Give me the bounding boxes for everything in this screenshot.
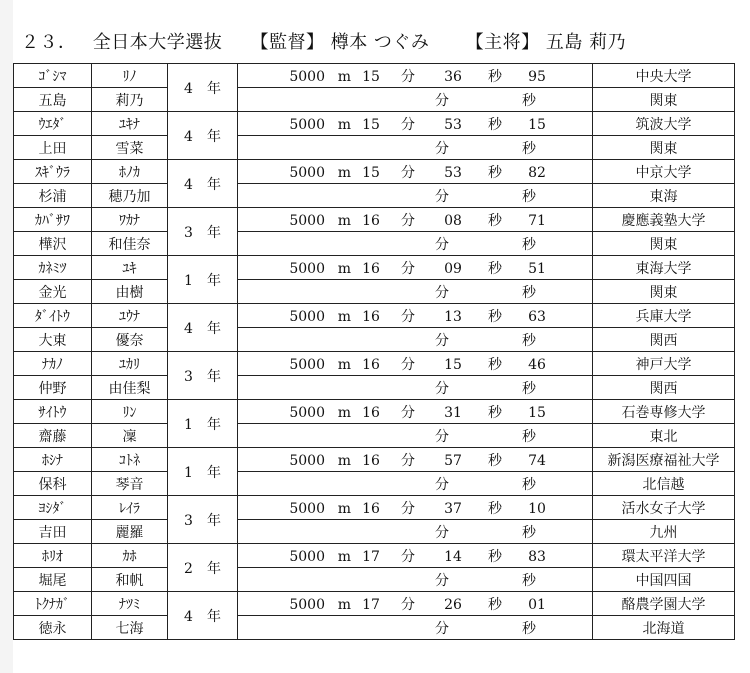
grade-unit: 年 <box>206 608 221 625</box>
kana-given-name: ﾕｳﾅ <box>92 304 168 328</box>
kana-family-name: ｳｴﾀﾞ <box>14 112 92 136</box>
meter-unit: m <box>337 260 351 277</box>
grade-unit: 年 <box>206 176 221 193</box>
team-heading <box>21 28 626 54</box>
minute-unit: 分 <box>435 332 449 349</box>
grade-value: 4 <box>184 176 193 193</box>
blank-time <box>238 280 593 304</box>
minute-unit: 分 <box>401 308 415 325</box>
grade-value: 3 <box>184 512 193 529</box>
meter-unit: m <box>337 596 351 613</box>
blank-time <box>238 424 593 448</box>
university-name: 兵庫大学 <box>593 304 735 328</box>
meter-unit: m <box>337 500 351 517</box>
athlete-row-bottom <box>14 280 735 304</box>
region-name: 北信越 <box>593 472 735 496</box>
minute-unit: 分 <box>401 452 415 469</box>
time-seconds: 37 <box>444 500 462 517</box>
given-name: 琴音 <box>92 472 168 496</box>
kana-family-name: ﾀﾞｲﾄｳ <box>14 304 92 328</box>
second-unit: 秒 <box>522 140 536 157</box>
second-unit: 秒 <box>522 236 536 253</box>
best-time <box>238 448 593 472</box>
blank-time <box>238 184 593 208</box>
time-seconds: 53 <box>444 164 462 181</box>
minute-unit: 分 <box>435 572 449 589</box>
time-minutes: 16 <box>362 356 380 373</box>
kana-family-name: ﾎﾘｵ <box>14 544 92 568</box>
kana-given-name: ﾜｶﾅ <box>92 208 168 232</box>
minute-unit: 分 <box>435 140 449 157</box>
roster-table <box>13 63 735 640</box>
family-name: 徳永 <box>14 616 92 640</box>
grade-unit: 年 <box>206 272 221 289</box>
given-name: 七海 <box>92 616 168 640</box>
athlete-row-bottom <box>14 616 735 640</box>
grade-cell <box>168 352 238 400</box>
event-distance: 5000 <box>289 164 325 181</box>
minute-unit: 分 <box>435 92 449 109</box>
grade-cell <box>168 592 238 640</box>
region-name: 関東 <box>593 280 735 304</box>
second-unit: 秒 <box>488 356 502 373</box>
time-seconds: 31 <box>444 404 462 421</box>
second-unit: 秒 <box>522 380 536 397</box>
athlete-row-bottom <box>14 472 735 496</box>
athlete-row-top <box>14 112 735 136</box>
grade-cell <box>168 544 238 592</box>
meter-unit: m <box>337 548 351 565</box>
time-hundredths: 71 <box>528 212 546 229</box>
grade-value: 2 <box>184 560 193 577</box>
time-minutes: 16 <box>362 404 380 421</box>
meter-unit: m <box>337 116 351 133</box>
grade-cell <box>168 208 238 256</box>
grade-cell <box>168 400 238 448</box>
blank-time <box>238 328 593 352</box>
minute-unit: 分 <box>435 620 449 637</box>
athlete-row-bottom <box>14 184 735 208</box>
meter-unit: m <box>337 356 351 373</box>
blank-time <box>238 136 593 160</box>
second-unit: 秒 <box>488 260 502 277</box>
grade-value: 3 <box>184 368 193 385</box>
university-name: 慶應義塾大学 <box>593 208 735 232</box>
university-name: 中央大学 <box>593 64 735 88</box>
athlete-row-bottom <box>14 568 735 592</box>
family-name: 保科 <box>14 472 92 496</box>
second-unit: 秒 <box>522 428 536 445</box>
time-seconds: 15 <box>444 356 462 373</box>
athlete-row-top <box>14 256 735 280</box>
university-name: 石巻専修大学 <box>593 400 735 424</box>
university-name: 活水女子大学 <box>593 496 735 520</box>
grade-unit: 年 <box>206 224 221 241</box>
blank-time <box>238 472 593 496</box>
second-unit: 秒 <box>488 68 502 85</box>
kana-family-name: ﾅｶﾉ <box>14 352 92 376</box>
second-unit: 秒 <box>522 92 536 109</box>
minute-unit: 分 <box>401 260 415 277</box>
kana-family-name: ｺﾞｼﾏ <box>14 64 92 88</box>
minute-unit: 分 <box>435 188 449 205</box>
given-name: 由樹 <box>92 280 168 304</box>
meter-unit: m <box>337 404 351 421</box>
time-minutes: 16 <box>362 452 380 469</box>
grade-value: 4 <box>184 320 193 337</box>
grade-cell <box>168 112 238 160</box>
minute-unit: 分 <box>401 404 415 421</box>
grade-cell <box>168 160 238 208</box>
time-hundredths: 01 <box>528 596 546 613</box>
kana-given-name: ﾅﾂﾐ <box>92 592 168 616</box>
given-name: 穂乃加 <box>92 184 168 208</box>
family-name: 大東 <box>14 328 92 352</box>
event-distance: 5000 <box>289 404 325 421</box>
second-unit: 秒 <box>522 284 536 301</box>
second-unit: 秒 <box>522 572 536 589</box>
best-time <box>238 544 593 568</box>
time-hundredths: 15 <box>528 404 546 421</box>
event-distance: 5000 <box>289 308 325 325</box>
athlete-row-top <box>14 304 735 328</box>
time-minutes: 16 <box>362 500 380 517</box>
event-distance: 5000 <box>289 356 325 373</box>
meter-unit: m <box>337 452 351 469</box>
time-hundredths: 83 <box>528 548 546 565</box>
best-time <box>238 304 593 328</box>
region-name: 関西 <box>593 328 735 352</box>
meter-unit: m <box>337 164 351 181</box>
minute-unit: 分 <box>401 116 415 133</box>
university-name: 中京大学 <box>593 160 735 184</box>
kana-family-name: ｶﾊﾞｻﾜ <box>14 208 92 232</box>
kana-given-name: ｶﾎ <box>92 544 168 568</box>
grade-unit: 年 <box>206 368 221 385</box>
second-unit: 秒 <box>488 548 502 565</box>
captain-label: 【主将】 <box>465 32 540 53</box>
time-seconds: 08 <box>444 212 462 229</box>
event-distance: 5000 <box>289 260 325 277</box>
athlete-row-bottom <box>14 136 735 160</box>
athlete-row-bottom <box>14 376 735 400</box>
kana-family-name: ﾎｼﾅ <box>14 448 92 472</box>
given-name: 和帆 <box>92 568 168 592</box>
time-hundredths: 74 <box>528 452 546 469</box>
best-time <box>238 256 593 280</box>
time-seconds: 53 <box>444 116 462 133</box>
minute-unit: 分 <box>435 236 449 253</box>
region-name: 中国四国 <box>593 568 735 592</box>
event-distance: 5000 <box>289 116 325 133</box>
blank-time <box>238 616 593 640</box>
given-name: 麗羅 <box>92 520 168 544</box>
athlete-row-bottom <box>14 88 735 112</box>
time-minutes: 17 <box>362 548 380 565</box>
second-unit: 秒 <box>488 596 502 613</box>
kana-given-name: ｺﾄﾈ <box>92 448 168 472</box>
blank-time <box>238 232 593 256</box>
given-name: 雪菜 <box>92 136 168 160</box>
athlete-row-top <box>14 64 735 88</box>
blank-time <box>238 568 593 592</box>
grade-cell <box>168 304 238 352</box>
time-minutes: 15 <box>362 164 380 181</box>
kana-family-name: ｶﾈﾐﾂ <box>14 256 92 280</box>
family-name: 金光 <box>14 280 92 304</box>
meter-unit: m <box>337 68 351 85</box>
best-time <box>238 592 593 616</box>
athlete-row-top <box>14 496 735 520</box>
second-unit: 秒 <box>488 500 502 517</box>
time-seconds: 36 <box>444 68 462 85</box>
university-name: 新潟医療福祉大学 <box>593 448 735 472</box>
region-name: 関西 <box>593 376 735 400</box>
second-unit: 秒 <box>522 332 536 349</box>
university-name: 神戸大学 <box>593 352 735 376</box>
given-name: 莉乃 <box>92 88 168 112</box>
kana-family-name: ﾖｼﾀﾞ <box>14 496 92 520</box>
minute-unit: 分 <box>435 284 449 301</box>
time-seconds: 26 <box>444 596 462 613</box>
university-name: 環太平洋大学 <box>593 544 735 568</box>
grade-cell <box>168 496 238 544</box>
athlete-row-top <box>14 448 735 472</box>
best-time <box>238 352 593 376</box>
grade-unit: 年 <box>206 320 221 337</box>
time-minutes: 15 <box>362 116 380 133</box>
coach-name: 樽本 つぐみ <box>330 32 430 53</box>
athlete-row-bottom <box>14 328 735 352</box>
time-hundredths: 82 <box>528 164 546 181</box>
family-name: 仲野 <box>14 376 92 400</box>
meter-unit: m <box>337 212 351 229</box>
second-unit: 秒 <box>488 452 502 469</box>
coach-label: 【監督】 <box>250 32 325 53</box>
time-hundredths: 46 <box>528 356 546 373</box>
minute-unit: 分 <box>401 164 415 181</box>
athlete-row-bottom <box>14 424 735 448</box>
grade-cell <box>168 64 238 112</box>
time-minutes: 15 <box>362 68 380 85</box>
time-seconds: 09 <box>444 260 462 277</box>
grade-unit: 年 <box>206 416 221 433</box>
athlete-row-top <box>14 592 735 616</box>
kana-family-name: ｻｲﾄｳ <box>14 400 92 424</box>
region-name: 関東 <box>593 136 735 160</box>
time-hundredths: 15 <box>528 116 546 133</box>
university-name: 東海大学 <box>593 256 735 280</box>
kana-given-name: ﾕｷﾅ <box>92 112 168 136</box>
event-distance: 5000 <box>289 452 325 469</box>
region-name: 関東 <box>593 232 735 256</box>
best-time <box>238 112 593 136</box>
kana-given-name: ﾘﾉ <box>92 64 168 88</box>
time-hundredths: 63 <box>528 308 546 325</box>
athlete-row-top <box>14 208 735 232</box>
region-name: 北海道 <box>593 616 735 640</box>
time-minutes: 17 <box>362 596 380 613</box>
minute-unit: 分 <box>401 500 415 517</box>
minute-unit: 分 <box>435 428 449 445</box>
university-name: 筑波大学 <box>593 112 735 136</box>
event-distance: 5000 <box>289 596 325 613</box>
athlete-row-top <box>14 400 735 424</box>
second-unit: 秒 <box>488 404 502 421</box>
family-name: 杉浦 <box>14 184 92 208</box>
time-minutes: 16 <box>362 308 380 325</box>
second-unit: 秒 <box>522 524 536 541</box>
grade-cell <box>168 256 238 304</box>
grade-unit: 年 <box>206 128 221 145</box>
document-page <box>13 0 750 673</box>
kana-given-name: ﾕｶﾘ <box>92 352 168 376</box>
region-name: 関東 <box>593 88 735 112</box>
grade-unit: 年 <box>206 512 221 529</box>
athlete-row-bottom <box>14 520 735 544</box>
family-name: 上田 <box>14 136 92 160</box>
kana-given-name: ﾕｷ <box>92 256 168 280</box>
time-seconds: 13 <box>444 308 462 325</box>
time-hundredths: 95 <box>528 68 546 85</box>
athlete-row-bottom <box>14 232 735 256</box>
kana-given-name: ﾚｲﾗ <box>92 496 168 520</box>
grade-unit: 年 <box>206 560 221 577</box>
grade-value: 3 <box>184 224 193 241</box>
university-name: 酪農学園大学 <box>593 592 735 616</box>
family-name: 齋藤 <box>14 424 92 448</box>
minute-unit: 分 <box>435 476 449 493</box>
time-hundredths: 51 <box>528 260 546 277</box>
minute-unit: 分 <box>435 380 449 397</box>
grade-value: 4 <box>184 128 193 145</box>
best-time <box>238 496 593 520</box>
event-distance: 5000 <box>289 68 325 85</box>
family-name: 吉田 <box>14 520 92 544</box>
team-number: ２３． <box>21 32 77 53</box>
minute-unit: 分 <box>401 212 415 229</box>
minute-unit: 分 <box>401 356 415 373</box>
athlete-row-top <box>14 544 735 568</box>
region-name: 九州 <box>593 520 735 544</box>
minute-unit: 分 <box>401 596 415 613</box>
given-name: 由佳梨 <box>92 376 168 400</box>
blank-time <box>238 376 593 400</box>
best-time <box>238 64 593 88</box>
captain-name: 五島 莉乃 <box>545 32 627 53</box>
given-name: 和佳奈 <box>92 232 168 256</box>
second-unit: 秒 <box>522 620 536 637</box>
minute-unit: 分 <box>401 548 415 565</box>
second-unit: 秒 <box>488 212 502 229</box>
minute-unit: 分 <box>401 68 415 85</box>
grade-unit: 年 <box>206 80 221 97</box>
grade-value: 1 <box>184 416 193 433</box>
best-time <box>238 160 593 184</box>
second-unit: 秒 <box>488 116 502 133</box>
kana-given-name: ﾎﾉｶ <box>92 160 168 184</box>
family-name: 樺沢 <box>14 232 92 256</box>
event-distance: 5000 <box>289 212 325 229</box>
athlete-row-top <box>14 352 735 376</box>
family-name: 堀尾 <box>14 568 92 592</box>
region-name: 東海 <box>593 184 735 208</box>
event-distance: 5000 <box>289 500 325 517</box>
given-name: 凜 <box>92 424 168 448</box>
kana-family-name: ﾄｸﾅｶﾞ <box>14 592 92 616</box>
second-unit: 秒 <box>488 308 502 325</box>
time-minutes: 16 <box>362 212 380 229</box>
blank-time <box>238 88 593 112</box>
second-unit: 秒 <box>488 164 502 181</box>
grade-value: 1 <box>184 272 193 289</box>
grade-value: 4 <box>184 80 193 97</box>
grade-value: 4 <box>184 608 193 625</box>
athlete-row-top <box>14 160 735 184</box>
region-name: 東北 <box>593 424 735 448</box>
grade-value: 1 <box>184 464 193 481</box>
kana-family-name: ｽｷﾞｳﾗ <box>14 160 92 184</box>
event-distance: 5000 <box>289 548 325 565</box>
kana-given-name: ﾘﾝ <box>92 400 168 424</box>
time-hundredths: 10 <box>528 500 546 517</box>
second-unit: 秒 <box>522 476 536 493</box>
team-title: 全日本大学選抜 <box>92 32 223 53</box>
meter-unit: m <box>337 308 351 325</box>
time-seconds: 14 <box>444 548 462 565</box>
best-time <box>238 208 593 232</box>
grade-cell <box>168 448 238 496</box>
second-unit: 秒 <box>522 188 536 205</box>
family-name: 五島 <box>14 88 92 112</box>
time-minutes: 16 <box>362 260 380 277</box>
given-name: 優奈 <box>92 328 168 352</box>
blank-time <box>238 520 593 544</box>
time-seconds: 57 <box>444 452 462 469</box>
grade-unit: 年 <box>206 464 221 481</box>
minute-unit: 分 <box>435 524 449 541</box>
best-time <box>238 400 593 424</box>
